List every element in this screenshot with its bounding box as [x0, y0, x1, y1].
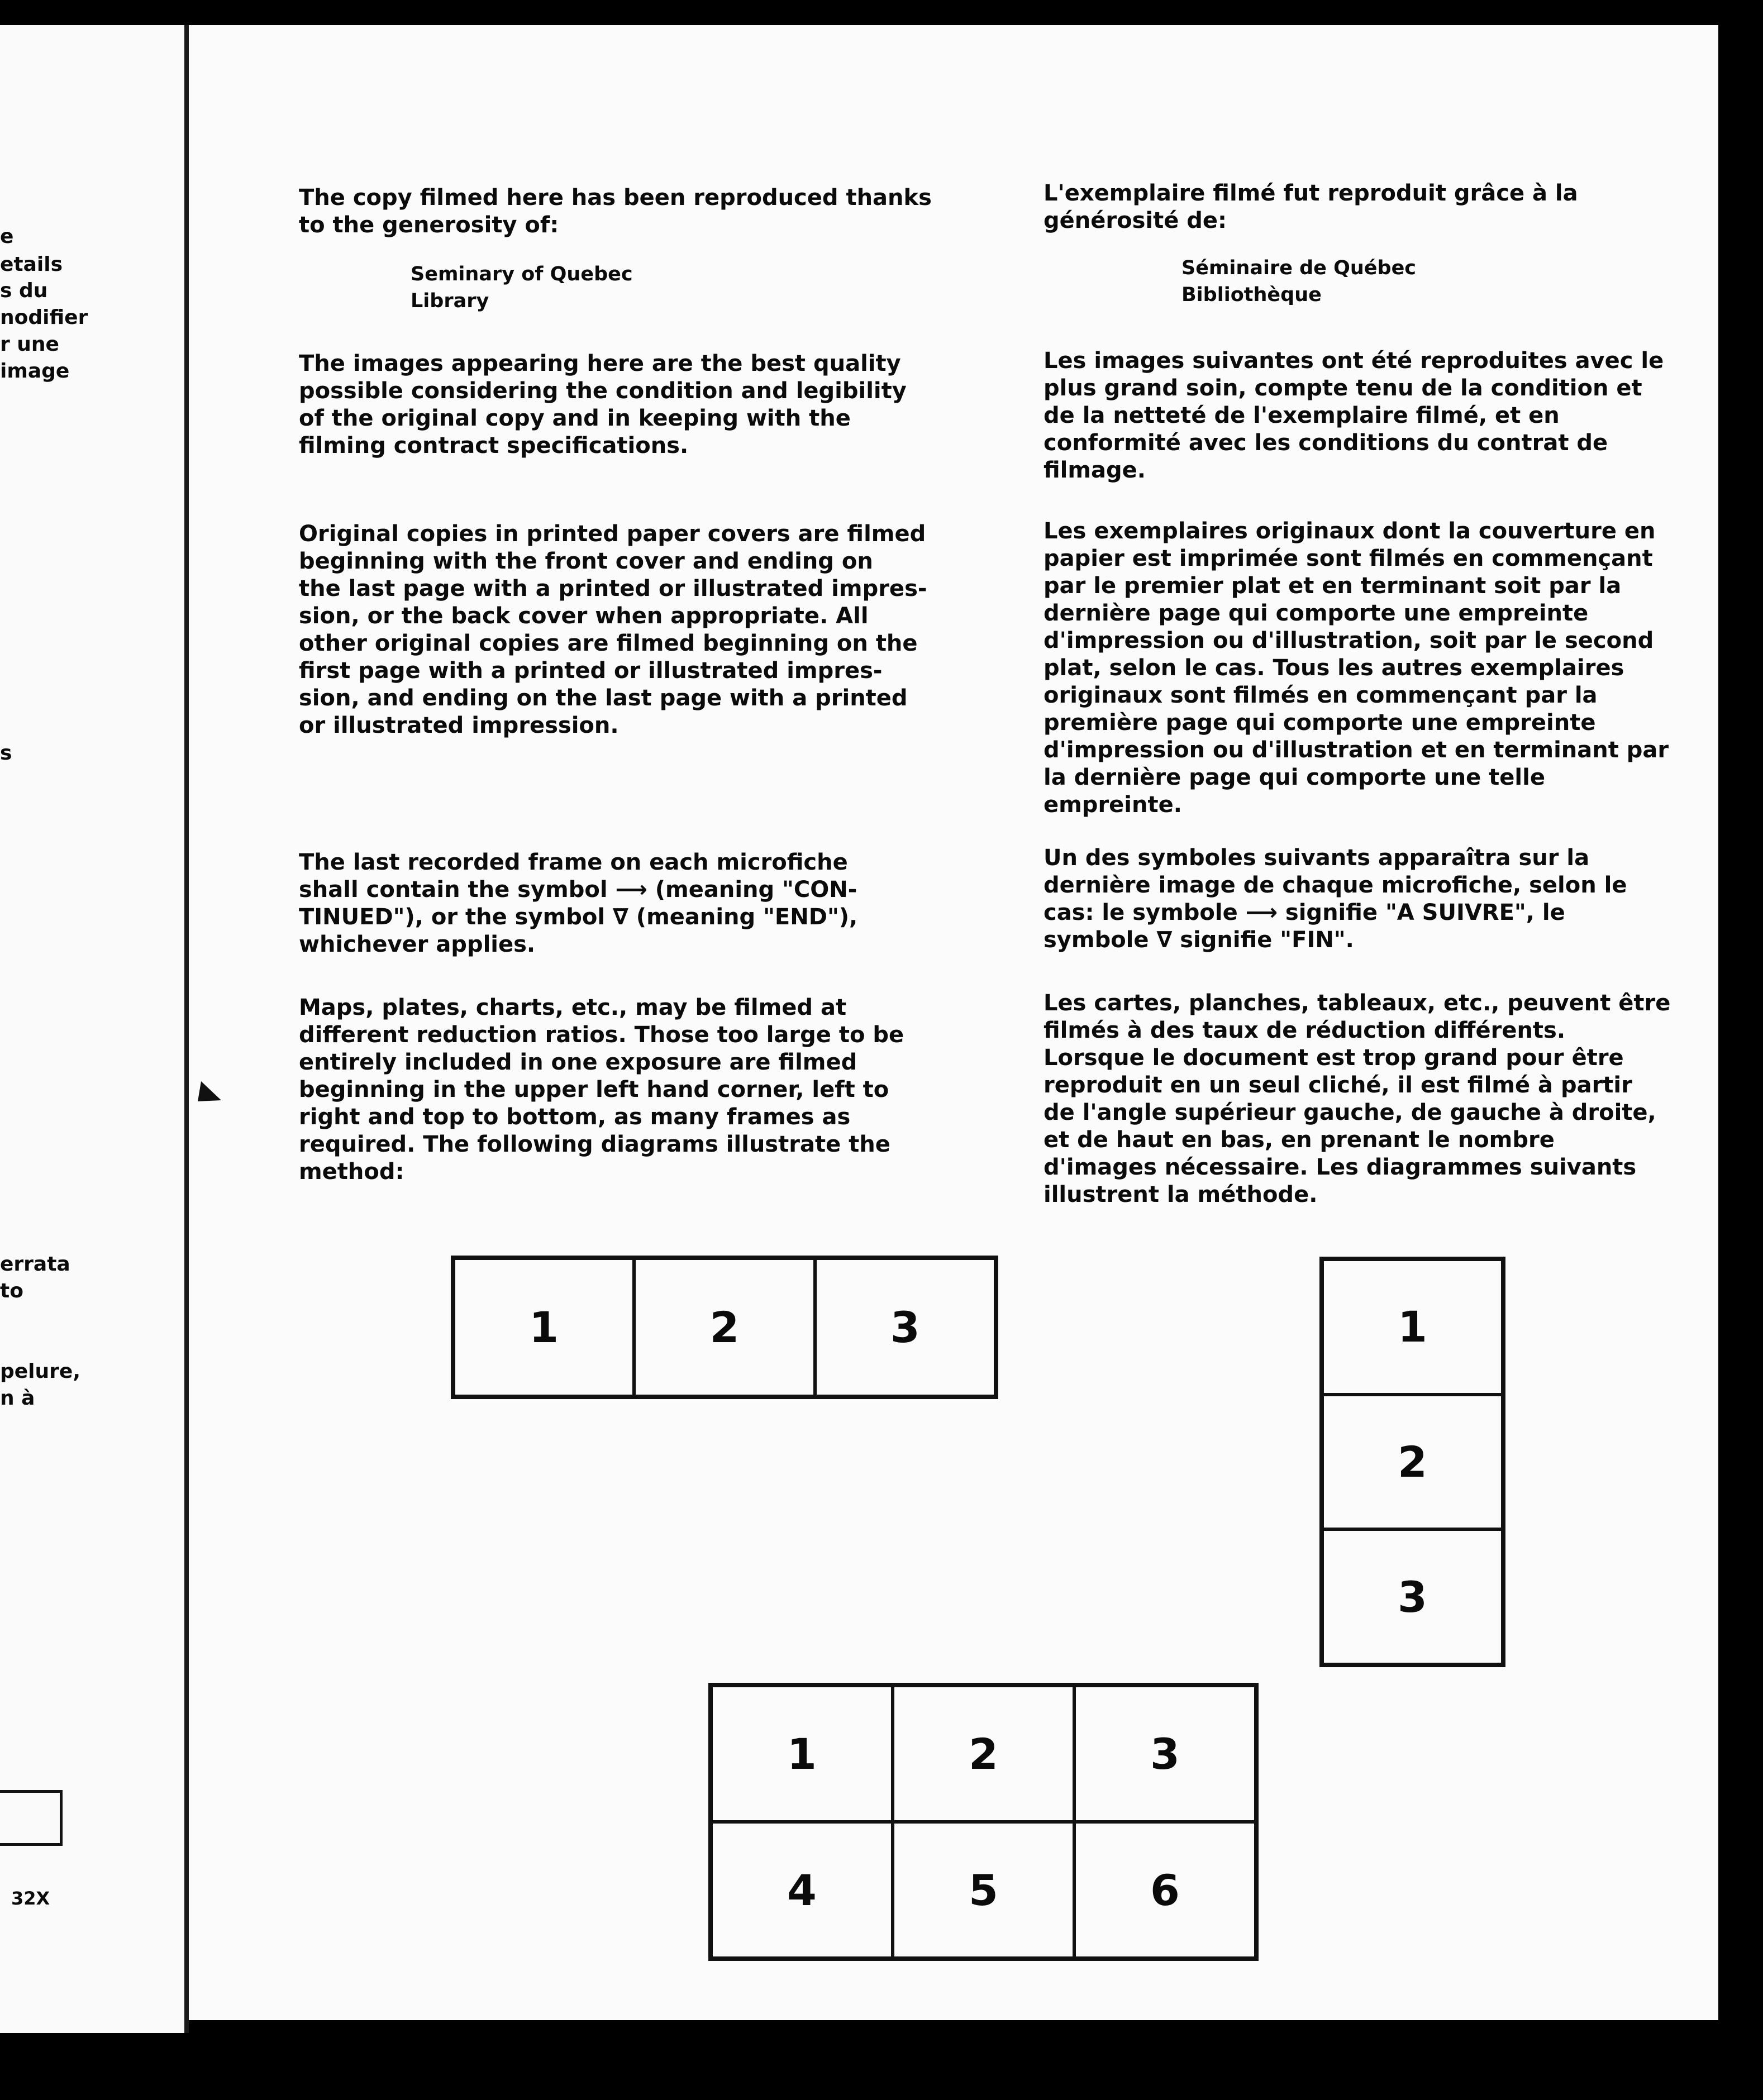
calibration-box: [0, 1790, 63, 1846]
diagram-frame: 3: [1322, 1529, 1503, 1664]
diagram-frame: 1: [454, 1258, 634, 1396]
reduction-ratio-label: 32X: [11, 1888, 50, 1909]
left-fragment: r une: [0, 333, 59, 356]
diagram-frame: 3: [815, 1258, 995, 1396]
diagram-frame: 2: [634, 1258, 814, 1396]
diagram-frame: 1: [711, 1686, 893, 1822]
left-fragment: errata: [0, 1253, 70, 1276]
diagram-frame: 3: [1074, 1686, 1256, 1822]
diagram-frame: 4: [711, 1822, 893, 1958]
en-paragraph-symbols: The last recorded frame on each microfiche shall contain the symbol ⟶ (meaning "CON- TINUED"), or the symbol ∇ (meaning "END"), whichever applies.: [299, 849, 858, 957]
left-fragment: s du: [0, 279, 48, 302]
en-paragraph-maps: Maps, plates, charts, etc., may be filmed at different reduction ratios. Those too large to be entirely included in one exposure are filmed beginning in the upper left hand corner, left to right and top to bottom, as many frames as required. The following diagrams illustrate the method:: [299, 995, 904, 1185]
diagram-frame: 1: [1322, 1259, 1503, 1395]
diagram-grid: [708, 1683, 1259, 1961]
fr-paragraph-maps: Les cartes, planches, tableaux, etc., peuvent être filmés à des taux de réduction différents. Lorsque le document est trop grand pour être reproduit en un seul cliché, il est filmé à partir de l'angle supérieur gauche, de gauche à droite, et de haut en bas, en prenant le nombre d'images nécessaire. Les diagrammes suivants illustrent la méthode.: [1043, 990, 1671, 1207]
fr-paragraph-originals: Les exemplaires originaux dont la couverture en papier est imprimée sont filmés en commençant par le premier plat et en terminant soit par la dernière page qui comporte une empreinte d'impression ou d'illustration, soit par le second plat, selon le cas. Tous les autres exemplaires originaux sont filmés en commençant par la première page qui comporte une empreinte d'impression ou d'illustration et en terminant par la dernière page qui comporte une telle empreinte.: [1043, 518, 1669, 818]
page-gutter: [184, 25, 189, 2033]
left-fragment: e: [0, 225, 14, 248]
diagram-frame: 5: [893, 1822, 1074, 1958]
en-intro: The copy filmed here has been reproduced thanks to the generosity of:: [299, 185, 932, 238]
left-adjacent-page: [0, 25, 184, 2033]
left-fragment: pelure,: [0, 1360, 80, 1383]
left-fragment: to: [0, 1280, 23, 1302]
left-fragment: s: [0, 742, 12, 765]
fr-credit: Séminaire de Québec Bibliothèque: [1181, 257, 1417, 306]
left-fragment: image: [0, 360, 70, 383]
fr-paragraph-quality: Les images suivantes ont été reproduites avec le plus grand soin, compte tenu de la condition et de la netteté de l'exemplaire filmé, et en conformité avec les conditions du contrat de filmage.: [1043, 348, 1664, 483]
en-paragraph-quality: The images appearing here are the best quality possible considering the condition and legibility of the original copy and in keeping with the filming contract specifications.: [299, 351, 907, 459]
en-paragraph-originals: Original copies in printed paper covers are filmed beginning with the front cover and ending on the last page with a printed or illustrated impres- sion, or the back cover when appropriate. All other original copies are filmed beginning on the first page with a printed or illustrated impres- sion, and ending on the last page with a printed or illustrated impression.: [299, 521, 927, 738]
diagram-frame: 2: [1322, 1395, 1503, 1530]
triangle-marker-icon: [197, 1078, 225, 1106]
en-credit: Seminary of Quebec Library: [411, 263, 633, 312]
diagram-horizontal: [451, 1256, 998, 1399]
left-fragment: etails: [0, 253, 63, 276]
fr-paragraph-symbols: Un des symboles suivants apparaîtra sur la dernière image de chaque microfiche, selon le cas: le symbole ⟶ signifie "A SUIVRE", le symbole ∇ signifie "FIN".: [1043, 845, 1627, 953]
diagram-frame: 2: [893, 1686, 1074, 1822]
diagram-vertical: [1319, 1257, 1505, 1667]
left-fragment: n à: [0, 1387, 35, 1410]
fr-intro: L'exemplaire filmé fut reproduit grâce à la générosité de:: [1043, 180, 1578, 233]
left-fragment: nodifier: [0, 306, 88, 329]
diagram-frame: 6: [1074, 1822, 1256, 1958]
